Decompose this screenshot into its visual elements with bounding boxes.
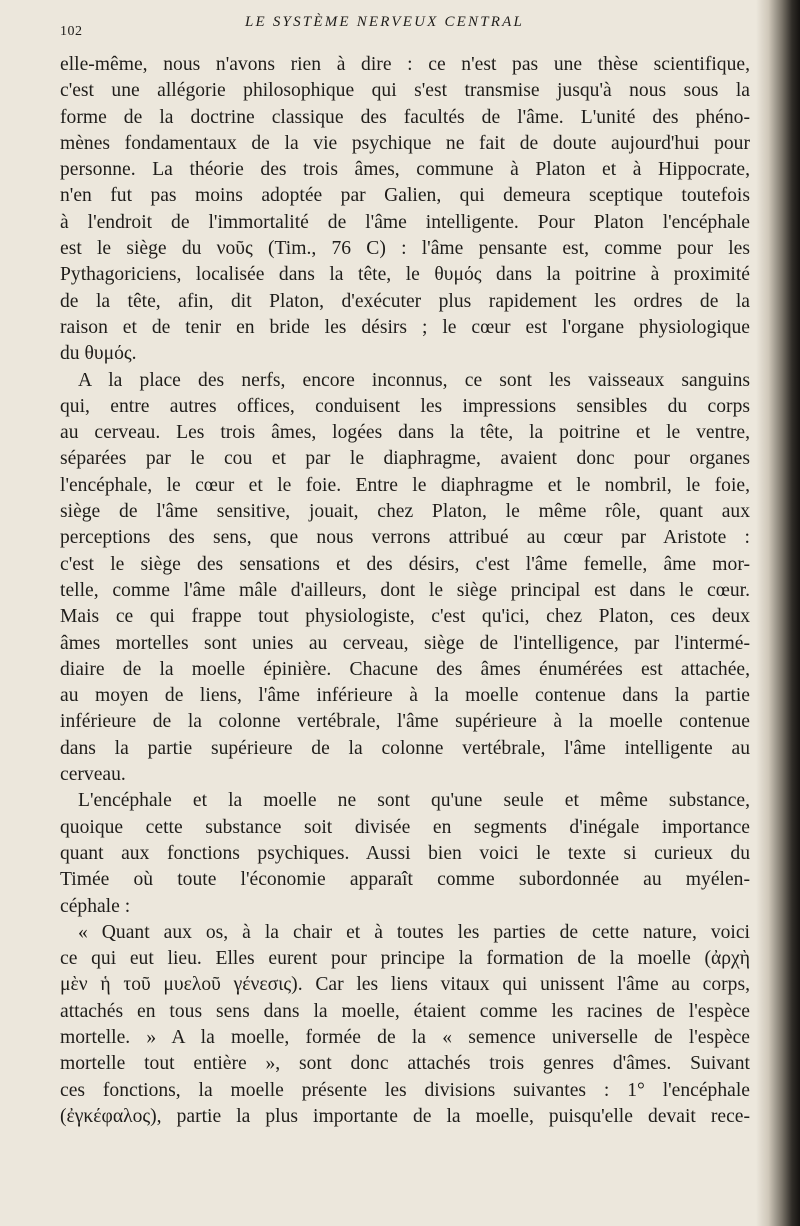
text-line: c'est une allégorie philosophique qui s'est transmise jusqu'à nous sous la <box>60 80 750 102</box>
text-line: céphale : <box>60 895 131 917</box>
text-line: l'encéphale, le cœur et le foie. Entre le diaphragme et le nombril, le foie, <box>60 474 750 496</box>
text-line: qui, entre autres offices, conduisent les impressions sensibles du corps <box>60 395 750 417</box>
text-line: c'est le siège des sensations et des désirs, c'est l'âme femelle, âme mor- <box>60 553 750 575</box>
text-line: Mais ce qui frappe tout physiologiste, c'est qu'ici, chez Platon, ces deux <box>60 606 750 628</box>
body-text <box>60 52 750 1130</box>
text-line: Timée où toute l'économie apparaît comme subordonnée au myélen- <box>60 869 750 891</box>
text-line: mortelle tout entière », sont donc attachés trois genres d'âmes. Suivant <box>60 1053 750 1075</box>
text-line: mènes fondamentaux de la vie psychique ne fait de doute aujourd'hui pour <box>60 132 750 154</box>
text-line: dans la partie supérieure de la colonne vertébrale, l'âme intelligente au <box>60 737 750 759</box>
text-line: ces fonctions, la moelle présente les divisions suivantes : 1° l'encéphale <box>60 1079 750 1101</box>
text-line: Pythagoriciens, localisée dans la tête, le θυμός dans la poitrine à proximité <box>60 264 750 286</box>
text-line: quoique cette substance soit divisée en segments d'inégale importance <box>60 816 750 838</box>
text-line: telle, comme l'âme mâle d'ailleurs, dont le siège principal est dans le cœur. <box>60 579 750 601</box>
text-line: ce qui eut lieu. Elles eurent pour principe la formation de la moelle (ἀρχὴ <box>60 948 750 970</box>
text-line: au cerveau. Les trois âmes, logées dans la tête, la poitrine et le ventre, <box>60 422 750 444</box>
text-line: inférieure de la colonne vertébrale, l'âme supérieure à la moelle contenue <box>60 711 750 733</box>
text-line: quant aux fonctions psychiques. Aussi bien voici le texte si curieux du <box>60 842 750 864</box>
text-line: raison et de tenir en bride les désirs ; le cœur est l'organe physiologique <box>60 316 750 338</box>
text-line: L'encéphale et la moelle ne sont qu'une seule et même substance, <box>78 790 750 812</box>
text-line: perceptions des sens, que nous verrons attribué au cœur par Aristote : <box>60 527 750 549</box>
running-title: LE SYSTÈME NERVEUX CENTRAL <box>245 14 525 30</box>
page-header <box>60 14 750 44</box>
text-line: (ἐγκέφαλος), partie la plus importante de la moelle, puisqu'elle devait rece- <box>60 1105 750 1127</box>
text-line: elle-même, nous n'avons rien à dire : ce n'est pas une thèse scientifique, <box>60 54 750 75</box>
text-line: au moyen de liens, l'âme inférieure à la moelle contenue dans la partie <box>60 685 750 707</box>
text-line: « Quant aux os, à la chair et à toutes les parties de cette nature, voici <box>78 921 750 943</box>
page-number: 102 <box>60 24 83 39</box>
text-line: est le siège du νοῦς (Tim., 76 C) : l'âme pensante est, comme pour les <box>60 238 750 260</box>
text-line: à l'endroit de l'immortalité de l'âme intelligente. Pour Platon l'encéphale <box>60 211 750 233</box>
text-line: forme de la doctrine classique des facultés de l'âme. L'unité des phéno- <box>60 106 750 128</box>
text-line: diaire de la moelle épinière. Chacune des âmes énumérées est attachée, <box>60 658 750 680</box>
text-line: personne. La théorie des trois âmes, commune à Platon et à Hippocrate, <box>60 159 750 181</box>
text-line: séparées par le cou et par le diaphragme, avaient donc pour organes <box>60 448 750 470</box>
text-line: attachés en tous sens dans la moelle, étaient comme les racines de l'espèce <box>60 1000 750 1022</box>
text-line: A la place des nerfs, encore inconnus, ce sont les vaisseaux sanguins <box>78 369 750 391</box>
text-line: âmes mortelles sont unies au cerveau, siège de l'intelligence, par l'intermé- <box>60 632 750 654</box>
book-binding-edge <box>756 0 800 1226</box>
text-line: μὲν ἡ τοῦ μυελοῦ γένεσις). Car les liens vitaux qui unissent l'âme au corps, <box>60 974 750 996</box>
text-line: du θυμός. <box>60 343 137 365</box>
text-line: n'en fut pas moins adoptée par Galien, qui demeura sceptique toutefois <box>60 185 750 207</box>
text-line: cerveau. <box>60 764 126 786</box>
text-line: de la tête, afin, dit Platon, d'exécuter plus rapidement les ordres de la <box>60 290 750 312</box>
text-line: mortelle. » A la moelle, formée de la « semence universelle de l'espèce <box>60 1026 750 1048</box>
text-line: siège de l'âme sensitive, jouait, chez Platon, le même rôle, quant aux <box>60 501 750 523</box>
